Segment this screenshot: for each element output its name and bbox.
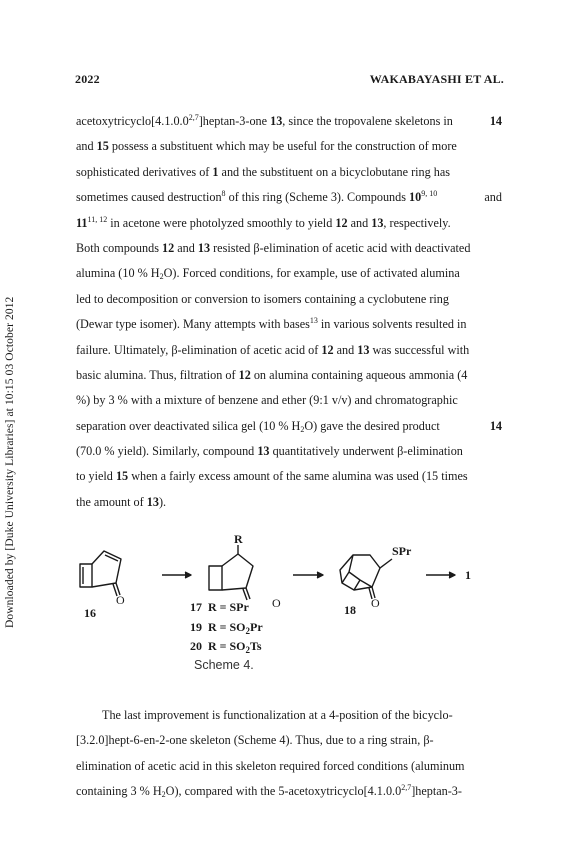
compound-number: 10 (409, 190, 422, 205)
text-line (76, 388, 502, 413)
compound-number: 15 (115, 469, 129, 484)
reference-superscript: 8 (221, 189, 226, 199)
subscript: 2 (161, 790, 166, 800)
text-line (76, 185, 502, 210)
compound-number: 12 (335, 215, 348, 230)
text-run: , respectively. (383, 215, 451, 230)
oxygen-label: O (272, 596, 281, 610)
oxygen-label: O (371, 596, 380, 610)
bicyclobutane-bonds (342, 555, 372, 590)
seven-membered-ring (340, 555, 380, 590)
text-run: and (76, 139, 94, 154)
text-run: O). Forced conditions, for example, use of activated alumina (163, 266, 460, 281)
compound-number: 13 (270, 114, 283, 128)
text-run: alumina (10 % H (76, 266, 160, 281)
compound-18-label: 18 (344, 603, 356, 617)
compound-16-label: 16 (84, 606, 96, 620)
compound-number: 12 (238, 367, 251, 382)
text-run: in acetone were photolyzed smoothly to yield (110, 215, 333, 230)
text-line (76, 414, 502, 439)
text-line (76, 160, 502, 185)
text-run: elimination of acetic acid in this skeleton required forced conditions (aluminum (76, 758, 465, 773)
running-head: WAKABAYASHI ET AL. (369, 72, 504, 86)
text-run: (70.0 % yield). Similarly, compound (76, 444, 255, 459)
text-run: O) gave the desired product (304, 418, 440, 433)
label-text: R = SO (208, 620, 246, 634)
text-run: and (484, 190, 502, 205)
text-run: quantitatively underwent β-elimination (272, 444, 463, 459)
text-run: in various solvents resulted in (320, 317, 467, 332)
text-line (76, 109, 502, 134)
text-run: %) by 3 % with a mixture of benzene and ether (9:1 v/v) and chromatographic (76, 393, 458, 408)
text-run: ]heptan-3-one (198, 114, 268, 128)
text-line (76, 464, 502, 489)
superscript: 2,7 (188, 113, 199, 122)
cyclobutane-ring (209, 566, 222, 590)
compound-number: 13 (371, 215, 384, 230)
compound-number: 14 (489, 114, 502, 128)
text-run: ]heptan-3- (411, 784, 462, 799)
label-text: Ts (250, 639, 262, 653)
label-text: R = SO (208, 639, 246, 653)
structure-18 (340, 555, 392, 599)
text-run: and (350, 215, 369, 230)
reaction-arrow (426, 572, 455, 578)
subscript: 2 (159, 272, 164, 282)
text-line (76, 236, 502, 261)
text-run: was successful with (372, 342, 470, 357)
watermark-text: Downloaded by [Duke University Libraries] at 10:15 03 October 2012 (4, 296, 16, 628)
cyclobutene-ring (80, 564, 92, 587)
r-so2pr-label (208, 620, 263, 636)
text-run: sophisticated derivatives of (76, 164, 210, 179)
paragraph-1 (76, 109, 502, 515)
oxygen-label: O (116, 593, 125, 607)
text-line (76, 312, 502, 337)
structure-16 (80, 551, 121, 596)
r-so2ts-label (208, 639, 262, 655)
text-line (76, 703, 502, 728)
text-run: and (336, 342, 355, 357)
text-line (76, 134, 502, 159)
text-run: resisted β-elimination of acetic acid with deactivated (213, 240, 471, 255)
text-run: the amount of (76, 494, 144, 509)
text-run: , since the tropovalene skeletons in (282, 114, 453, 128)
compound-20-label: 20 (190, 639, 202, 653)
compound-number: 13 (357, 342, 370, 357)
paragraph-2 (76, 703, 502, 805)
text-line (76, 490, 502, 515)
compound-number: 15 (96, 139, 109, 154)
r-group-label: R (234, 532, 243, 546)
text-line (76, 287, 502, 312)
text-line (76, 338, 502, 363)
text-run: acetoxytricyclo[4.1.0.0 (76, 114, 189, 128)
reaction-arrow (162, 572, 191, 578)
compound-number: 12 (162, 240, 175, 255)
page-number: 2022 (75, 72, 100, 86)
compound-19-label: 19 (190, 620, 202, 634)
reference-superscript: 9, 10 (421, 189, 438, 199)
text-run: failure. Ultimately, β-elimination of acetic acid of (76, 342, 319, 357)
text-line (76, 754, 502, 779)
compound-number: 12 (321, 342, 334, 357)
text-run: basic alumina. Thus, filtration of (76, 367, 236, 382)
text-run: containing 3 % H (76, 784, 162, 799)
text-run: ). (158, 494, 167, 509)
compound-number: 11 (76, 215, 88, 230)
text-run: Both compounds (76, 240, 159, 255)
compound-number: 13 (146, 494, 159, 509)
label-text: Pr (250, 620, 263, 634)
structure-17 (209, 545, 253, 600)
text-run: O), compared with the 5-acetoxytricyclo[4.1.0.0 (165, 784, 402, 799)
text-run: The last improvement is functionalization at a 4-position of the bicyclo- (102, 708, 453, 722)
text-line (76, 728, 502, 753)
spr-substituent-bond (380, 559, 392, 568)
text-run: led to decomposition or conversion to isomers containing a cyclobutene ring (76, 291, 449, 306)
cyclopentanone-ring (222, 554, 253, 590)
text-line (76, 779, 502, 804)
text-run: and the substituent on a bicyclobutane ring has (221, 164, 451, 179)
scheme-4-figure (60, 528, 520, 698)
reaction-scheme-drawing (60, 528, 520, 698)
reaction-arrow (293, 572, 323, 578)
text-line (76, 211, 502, 236)
text-line (76, 261, 502, 286)
text-run: of this ring (Scheme 3). Compounds (228, 190, 406, 205)
text-run: separation over deactivated silica gel (10 % H (76, 418, 301, 433)
text-run: and (177, 240, 195, 255)
compound-number: 1 (212, 164, 219, 179)
text-run: (Dewar type isomer). Many attempts with bases (76, 317, 310, 332)
text-run: possess a substituent which may be useful for the construction of more (111, 139, 457, 154)
r-spr-label: R = SPr (208, 600, 249, 614)
reference-superscript: 11, 12 (87, 214, 108, 224)
spr-label: SPr (392, 544, 412, 558)
text-line (76, 363, 502, 388)
text-run: on alumina containing aqueous ammonia (4 (253, 367, 468, 382)
compound-number: 13 (257, 444, 270, 459)
download-watermark (4, 228, 18, 628)
reference-superscript: 13 (309, 316, 318, 326)
text-run: [3.2.0]hept-6-en-2-one skeleton (Scheme 4). Thus, due to a ring strain, β- (76, 733, 434, 748)
subscript: 2 (245, 645, 251, 655)
scheme-caption: Scheme 4. (194, 658, 254, 672)
carbonyl-bond (243, 588, 250, 600)
compound-17-label: 17 (190, 600, 202, 614)
subscript: 2 (245, 626, 251, 636)
compound-number: 14 (489, 418, 502, 433)
text-run: when a fairly excess amount of the same alumina was used (15 times (131, 469, 468, 484)
text-line (76, 439, 502, 464)
product-1-label: 1 (465, 568, 471, 582)
text-run: sometimes caused destruction (76, 190, 222, 205)
compound-number: 13 (197, 240, 211, 255)
superscript: 2,7 (401, 783, 412, 793)
subscript: 2 (300, 424, 305, 434)
text-run: to yield (76, 469, 113, 484)
